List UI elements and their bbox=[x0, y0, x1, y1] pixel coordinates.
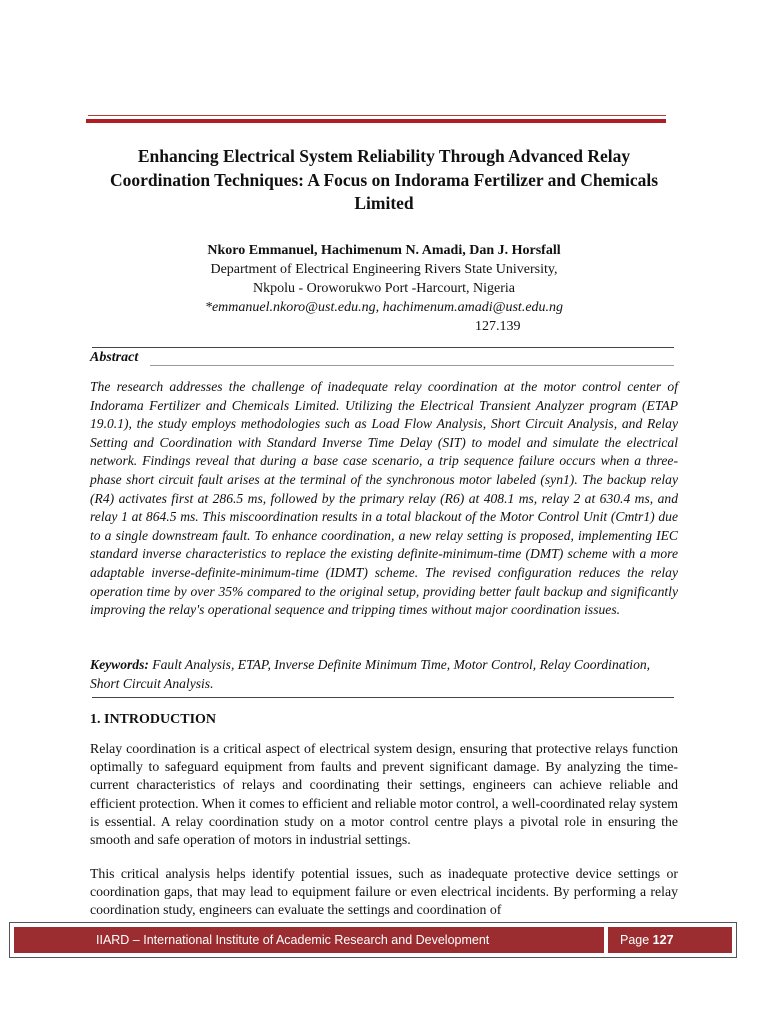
abstract-heading: Abstract bbox=[90, 350, 139, 365]
footer-journal: IIARD – International Institute of Academic Research and Development bbox=[14, 927, 604, 953]
author-emails: *emmanuel.nkoro@ust.edu.ng, hachimenum.amadi@ust.edu.ng bbox=[204, 300, 564, 315]
author-names: Nkoro Emmanuel, Hachimenum N. Amadi, Dan J. Horsfall bbox=[207, 243, 561, 258]
keywords-block bbox=[90, 656, 678, 693]
abstract-text: The research addresses the challenge of inadequate relay coordination at the motor control center of Indorama Fertilizer and Chemicals Limited. Utilizing the Electrical Transient Analyzer program (ETAP 19.0.1), the study employs methodologies such as Load Flow Analysis, Short Circuit Analysis, and Relay Setting and Coordination with Standard Inverse Time Delay (SIT) to model and simulate the electrical network. Findings reveal that during a base case scenario, a trip sequence failure occurs when a three-phase short circuit fault arises at the terminal of the synchronous motor labeled (syn1). The backup relay (R4) activates first at 286.5 ms, followed by the primary relay (R6) at 408.1 ms, relay 2 at 630.4 ms, and relay 1 at 864.5 ms. This miscoordination results in a total blackout of the Motor Control Unit (Cmtr1) due to a single downstream fault. To enhance coordination, a new relay setting is proposed, implementing IEC standard inverse characteristics to replace the existing definite-minimum-time (DMT) scheme with a more adaptable inverse-definite-minimum-time (IDMT) scheme. The revised configuration reduces the relay operation time by over 35% compared to the original setup, providing better fault backup and significantly improving the relay's operational sequence and tripping times without major coordination issues. bbox=[90, 379, 678, 618]
section-heading-introduction: 1. INTRODUCTION bbox=[90, 712, 217, 727]
paper-code: 127.139 bbox=[475, 319, 521, 334]
paper-title: Enhancing Electrical System Reliability Through Advanced Relay Coordination Techniques: A Focus on Indorama Fertilizer and Chemicals Limited bbox=[109, 146, 659, 213]
keywords-list: Fault Analysis, ETAP, Inverse Definite Minimum Time, Motor Control, Relay Coordination, Short Circuit Analysis. bbox=[90, 657, 651, 691]
abstract-heading-rule bbox=[150, 365, 674, 366]
keywords-bottom-rule bbox=[92, 697, 674, 698]
affiliation-line-1: Department of Electrical Engineering Rivers State University, bbox=[210, 262, 558, 277]
abstract-top-rule bbox=[92, 347, 674, 348]
affiliation-line-2: Nkpolu - Oroworukwo Port -Harcourt, Nigeria bbox=[252, 281, 516, 296]
keywords-label: Keywords: bbox=[90, 657, 149, 672]
page-footer bbox=[9, 922, 737, 958]
footer-page-label: Page bbox=[620, 933, 653, 947]
author-block bbox=[90, 241, 678, 336]
intro-paragraph-2: This critical analysis helps identify potential issues, such as inadequate protective device settings or coordination gaps, that may lead to equipment failure or even electrical incidents. By performing a relay coordination study, engineers can evaluate the settings and coordination of bbox=[90, 866, 678, 918]
footer-page bbox=[608, 927, 732, 953]
header-rule-thin bbox=[88, 115, 666, 116]
footer-page-number: 127 bbox=[652, 933, 674, 947]
intro-paragraph-1: Relay coordination is a critical aspect of electrical system design, ensuring that protective relays function optimally to safeguard equipment from faults and prevent significant damage. By analyzing the time-current characteristics of relays and coordinating their settings, engineers can achieve reliable and efficient protection. When it comes to efficient and reliable motor control, a well-coordinated relay system is essential. A relay coordination study on a motor control centre plays a pivotal role in ensuring the smooth and safe operation of motors in industrial settings. bbox=[90, 741, 678, 848]
header-rule-thick bbox=[86, 119, 666, 123]
